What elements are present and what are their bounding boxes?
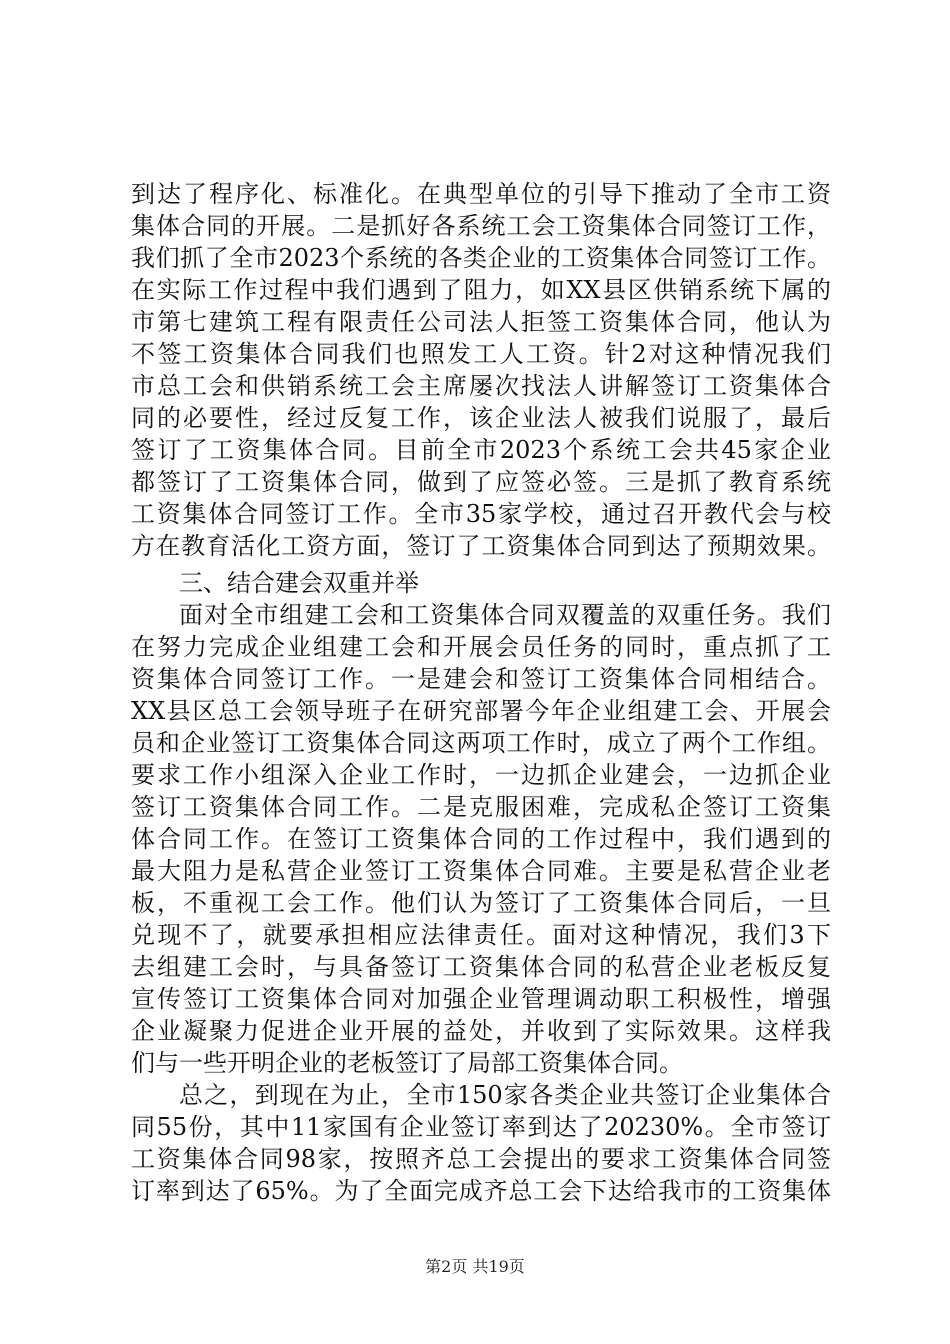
text-line: 订率到达了65%。为了全面完成齐总工会下达给我市的工资集体 <box>131 1177 831 1205</box>
text-line: 资集体合同签订工作。一是建会和签订工资集体合同相结合。 <box>131 665 831 693</box>
text-line: 们与一些开明企业的老板签订了局部工资集体合同。 <box>131 1049 683 1077</box>
text-line: 同的必要性，经过反复工作，该企业法人被我们说服了，最后 <box>131 404 831 432</box>
text-line: 去组建工会时，与具备签订工资集体合同的私营企业老板反复 <box>131 953 831 981</box>
text-line: 员和企业签订工资集体合同这两项工作时，成立了两个工作组。 <box>131 729 831 757</box>
text-line: 签订了工资集体合同。目前全市2023个系统工会共45家企业 <box>131 436 831 464</box>
text-line: 集体合同的开展。二是抓好各系统工会工资集体合同签订工作， <box>131 212 831 240</box>
text-line: 市第七建筑工程有限责任公司法人拒签工资集体合同，他认为 <box>131 308 831 336</box>
text-line: 兑现不了，就要承担相应法律责任。面对这种情况，我们3下 <box>131 921 831 949</box>
text-line: 在努力完成企业组建工会和开展会员任务的同时，重点抓了工 <box>131 633 831 661</box>
page-indicator: 第2页 共19页 <box>425 1257 525 1276</box>
text-line: 企业凝聚力促进企业开展的益处，并收到了实际效果。这样我 <box>131 1017 831 1045</box>
paragraph-1 <box>131 178 831 562</box>
text-line: 要求工作小组深入企业工作时，一边抓企业建会，一边抓企业 <box>131 761 831 789</box>
text-line: 体合同工作。在签订工资集体合同的工作过程中，我们遇到的 <box>131 825 831 853</box>
page-footer <box>0 1257 950 1277</box>
section-heading: 三、结合建会双重并举 <box>179 569 419 597</box>
text-line: 同55份，其中11家国有企业签订率到达了20230%。全市签订 <box>131 1113 831 1141</box>
text-line: 宣传签订工资集体合同对加强企业管理调动职工积极性，增强 <box>131 985 831 1013</box>
text-line: 面对全市组建工会和工资集体合同双覆盖的双重任务。我们 <box>179 601 831 629</box>
text-line: 都签订了工资集体合同，做到了应签必签。三是抓了教育系统 <box>131 468 831 496</box>
text-line: 在实际工作过程中我们遇到了阻力，如XX县区供销系统下属的 <box>131 276 831 304</box>
text-line: 到达了程序化、标准化。在典型单位的引导下推动了全市工资 <box>131 180 831 208</box>
text-line: 方在教育活化工资方面，签订了工资集体合同到达了预期效果。 <box>131 532 831 560</box>
text-line: 签订工资集体合同工作。二是克服困难，完成私企签订工资集 <box>131 793 831 821</box>
text-line: 板，不重视工会工作。他们认为签订了工资集体合同后，一旦 <box>131 889 831 917</box>
text-line: XX县区总工会领导班子在研究部署今年企业组建工会、开展会 <box>131 697 831 725</box>
text-line: 总之，到现在为止，全市150家各类企业共签订企业集体合 <box>179 1081 831 1109</box>
text-line: 市总工会和供销系统工会主席屡次找法人讲解签订工资集体合 <box>131 372 831 400</box>
text-line: 不签工资集体合同我们也照发工人工资。针2对这种情况我们 <box>131 340 831 368</box>
text-line: 我们抓了全市2023个系统的各类企业的工资集体合同签订工作。 <box>131 244 831 272</box>
text-line: 工资集体合同签订工作。全市35家学校，通过召开教代会与校 <box>131 500 831 528</box>
section-three <box>131 567 831 1207</box>
text-line: 工资集体合同98家，按照齐总工会提出的要求工资集体合同签 <box>131 1145 831 1173</box>
text-line: 最大阻力是私营企业签订工资集体合同难。主要是私营企业老 <box>131 857 831 885</box>
